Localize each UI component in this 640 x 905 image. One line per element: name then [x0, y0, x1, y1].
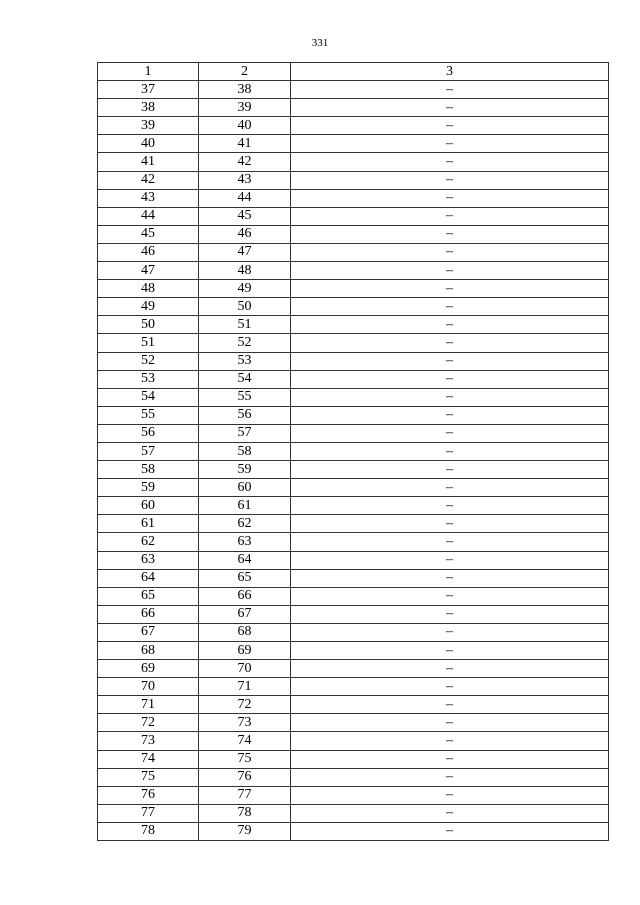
- table-row: [98, 135, 609, 153]
- table-cell-col-1: 45: [98, 225, 199, 243]
- table-cell-col-1: 77: [98, 804, 199, 822]
- table-row: [98, 207, 609, 225]
- table-cell-col-1: 44: [98, 207, 199, 225]
- table-row: [98, 786, 609, 804]
- table-cell-col-2: 73: [199, 714, 291, 732]
- table-row: [98, 117, 609, 135]
- table-cell-col-2: 44: [199, 189, 291, 207]
- table-row: [98, 153, 609, 171]
- table-row: [98, 243, 609, 261]
- table-cell-col-1: 75: [98, 768, 199, 786]
- table-cell-col-1: 57: [98, 442, 199, 460]
- table-row: [98, 442, 609, 460]
- table-cell-col-2: 65: [199, 569, 291, 587]
- table-cell-col-2: 53: [199, 352, 291, 370]
- table-cell-col-3: –: [291, 587, 609, 605]
- table-cell-col-2: 42: [199, 153, 291, 171]
- table-row: [98, 262, 609, 280]
- table-cell-col-1: 58: [98, 461, 199, 479]
- table-cell-col-2: 45: [199, 207, 291, 225]
- table-cell-col-2: 40: [199, 117, 291, 135]
- table-cell-col-1: 46: [98, 243, 199, 261]
- table-cell-col-2: 72: [199, 696, 291, 714]
- table-cell-col-2: 38: [199, 81, 291, 99]
- table-row: [98, 189, 609, 207]
- table-cell-col-3: –: [291, 642, 609, 660]
- table-cell-col-3: –: [291, 135, 609, 153]
- table-cell-col-3: –: [291, 81, 609, 99]
- table-row: [98, 551, 609, 569]
- table-cell-col-2: 46: [199, 225, 291, 243]
- table-row: [98, 533, 609, 551]
- table-cell-col-3: –: [291, 352, 609, 370]
- table-cell-col-3: –: [291, 804, 609, 822]
- table-cell-col-3: –: [291, 189, 609, 207]
- table-cell-col-2: 66: [199, 587, 291, 605]
- table-cell-col-2: 58: [199, 442, 291, 460]
- table-cell-col-1: 65: [98, 587, 199, 605]
- table-cell-col-3: –: [291, 551, 609, 569]
- table-cell-col-3: –: [291, 786, 609, 804]
- table-cell-col-1: 50: [98, 316, 199, 334]
- table-cell-col-1: 53: [98, 370, 199, 388]
- table-cell-col-3: –: [291, 243, 609, 261]
- table-cell-col-1: 69: [98, 660, 199, 678]
- table-cell-col-3: –: [291, 280, 609, 298]
- table-row: [98, 768, 609, 786]
- table-row: [98, 569, 609, 587]
- table-cell-col-1: 72: [98, 714, 199, 732]
- table-cell-col-2: 62: [199, 515, 291, 533]
- table-cell-col-2: 60: [199, 479, 291, 497]
- table-row: [98, 587, 609, 605]
- table-cell-col-1: 71: [98, 696, 199, 714]
- table-row: [98, 642, 609, 660]
- table-cell-col-3: –: [291, 515, 609, 533]
- table-cell-col-2: 70: [199, 660, 291, 678]
- table-row: [98, 804, 609, 822]
- table-cell-col-1: 68: [98, 642, 199, 660]
- table-cell-col-1: 73: [98, 732, 199, 750]
- table-cell-col-2: 41: [199, 135, 291, 153]
- table-cell-col-1: 43: [98, 189, 199, 207]
- table-cell-col-3: –: [291, 461, 609, 479]
- table-row: [98, 370, 609, 388]
- table-row: [98, 280, 609, 298]
- table-cell-col-3: –: [291, 424, 609, 442]
- table-cell-col-1: 66: [98, 605, 199, 623]
- table-row: [98, 479, 609, 497]
- table-cell-col-3: –: [291, 623, 609, 641]
- table-cell-col-1: 59: [98, 479, 199, 497]
- table-row: [98, 678, 609, 696]
- table-cell-col-3: –: [291, 605, 609, 623]
- table-row: [98, 99, 609, 117]
- table-cell-col-3: –: [291, 207, 609, 225]
- table-cell-col-2: 59: [199, 461, 291, 479]
- table-row: [98, 225, 609, 243]
- table-cell-col-1: 37: [98, 81, 199, 99]
- table-cell-col-1: 54: [98, 388, 199, 406]
- table-cell-col-1: 62: [98, 533, 199, 551]
- table-cell-col-1: 56: [98, 424, 199, 442]
- table-cell-col-2: 67: [199, 605, 291, 623]
- table-row: [98, 171, 609, 189]
- table-cell-col-3: –: [291, 334, 609, 352]
- table-cell-col-3: –: [291, 171, 609, 189]
- table-cell-col-2: 51: [199, 316, 291, 334]
- table-row: [98, 497, 609, 515]
- table-row: [98, 732, 609, 750]
- table-cell-col-2: 79: [199, 822, 291, 840]
- table-cell-col-2: 39: [199, 99, 291, 117]
- table-cell-col-3: –: [291, 696, 609, 714]
- table-cell-col-3: –: [291, 99, 609, 117]
- column-header-3: 3: [291, 63, 609, 81]
- table-cell-col-1: 74: [98, 750, 199, 768]
- table-cell-col-2: 71: [199, 678, 291, 696]
- table-cell-col-2: 64: [199, 551, 291, 569]
- table-row: [98, 406, 609, 424]
- table-cell-col-2: 49: [199, 280, 291, 298]
- table-cell-col-2: 48: [199, 262, 291, 280]
- table-cell-col-1: 41: [98, 153, 199, 171]
- table-row: [98, 352, 609, 370]
- table-cell-col-1: 64: [98, 569, 199, 587]
- table-cell-col-2: 54: [199, 370, 291, 388]
- table-cell-col-2: 57: [199, 424, 291, 442]
- table-cell-col-1: 76: [98, 786, 199, 804]
- table-cell-col-3: –: [291, 660, 609, 678]
- table-cell-col-3: –: [291, 768, 609, 786]
- table-cell-col-3: –: [291, 533, 609, 551]
- table-row: [98, 714, 609, 732]
- table-cell-col-1: 47: [98, 262, 199, 280]
- table-cell-col-3: –: [291, 153, 609, 171]
- table-cell-col-2: 76: [199, 768, 291, 786]
- table-cell-col-2: 52: [199, 334, 291, 352]
- table-cell-col-3: –: [291, 479, 609, 497]
- table-row: [98, 388, 609, 406]
- table-cell-col-1: 48: [98, 280, 199, 298]
- table-cell-col-1: 49: [98, 298, 199, 316]
- table-cell-col-1: 42: [98, 171, 199, 189]
- table-cell-col-2: 74: [199, 732, 291, 750]
- table-cell-col-3: –: [291, 406, 609, 424]
- table-row: [98, 81, 609, 99]
- table-cell-col-1: 67: [98, 623, 199, 641]
- table-cell-col-2: 55: [199, 388, 291, 406]
- table-cell-col-2: 68: [199, 623, 291, 641]
- table-cell-col-3: –: [291, 497, 609, 515]
- table-row: [98, 424, 609, 442]
- table-cell-col-3: –: [291, 442, 609, 460]
- table-cell-col-2: 75: [199, 750, 291, 768]
- table-row: [98, 316, 609, 334]
- table-cell-col-3: –: [291, 262, 609, 280]
- table-cell-col-1: 52: [98, 352, 199, 370]
- column-header-2: 2: [199, 63, 291, 81]
- table-row: [98, 515, 609, 533]
- table-row: [98, 696, 609, 714]
- column-header-1: 1: [98, 63, 199, 81]
- table-row: [98, 334, 609, 352]
- table-cell-col-2: 56: [199, 406, 291, 424]
- table-cell-col-3: –: [291, 225, 609, 243]
- table-cell-col-2: 78: [199, 804, 291, 822]
- page-number: 331: [311, 37, 329, 49]
- data-table: [97, 62, 609, 841]
- table-cell-col-1: 40: [98, 135, 199, 153]
- table-cell-col-2: 50: [199, 298, 291, 316]
- table-cell-col-3: –: [291, 822, 609, 840]
- table-cell-col-3: –: [291, 298, 609, 316]
- table-row: [98, 461, 609, 479]
- table-row: [98, 750, 609, 768]
- table-cell-col-3: –: [291, 388, 609, 406]
- table-cell-col-1: 38: [98, 99, 199, 117]
- table-row: [98, 605, 609, 623]
- table-cell-col-1: 39: [98, 117, 199, 135]
- table-cell-col-2: 77: [199, 786, 291, 804]
- table-cell-col-2: 69: [199, 642, 291, 660]
- table-cell-col-3: –: [291, 117, 609, 135]
- table-cell-col-2: 47: [199, 243, 291, 261]
- table-cell-col-1: 60: [98, 497, 199, 515]
- table-cell-col-2: 61: [199, 497, 291, 515]
- table-cell-col-2: 43: [199, 171, 291, 189]
- table-cell-col-1: 61: [98, 515, 199, 533]
- table-cell-col-1: 51: [98, 334, 199, 352]
- header-row: [98, 63, 609, 81]
- table-cell-col-1: 70: [98, 678, 199, 696]
- table-cell-col-3: –: [291, 714, 609, 732]
- table-row: [98, 660, 609, 678]
- table-cell-col-3: –: [291, 750, 609, 768]
- table-row: [98, 822, 609, 840]
- table-cell-col-3: –: [291, 370, 609, 388]
- table-cell-col-3: –: [291, 732, 609, 750]
- table-cell-col-3: –: [291, 678, 609, 696]
- table-row: [98, 298, 609, 316]
- table-cell-col-1: 78: [98, 822, 199, 840]
- table-cell-col-2: 63: [199, 533, 291, 551]
- table-cell-col-1: 63: [98, 551, 199, 569]
- table-cell-col-3: –: [291, 316, 609, 334]
- table-body: [98, 81, 609, 841]
- table-header: [98, 63, 609, 81]
- table-row: [98, 623, 609, 641]
- table-cell-col-1: 55: [98, 406, 199, 424]
- table-cell-col-3: –: [291, 569, 609, 587]
